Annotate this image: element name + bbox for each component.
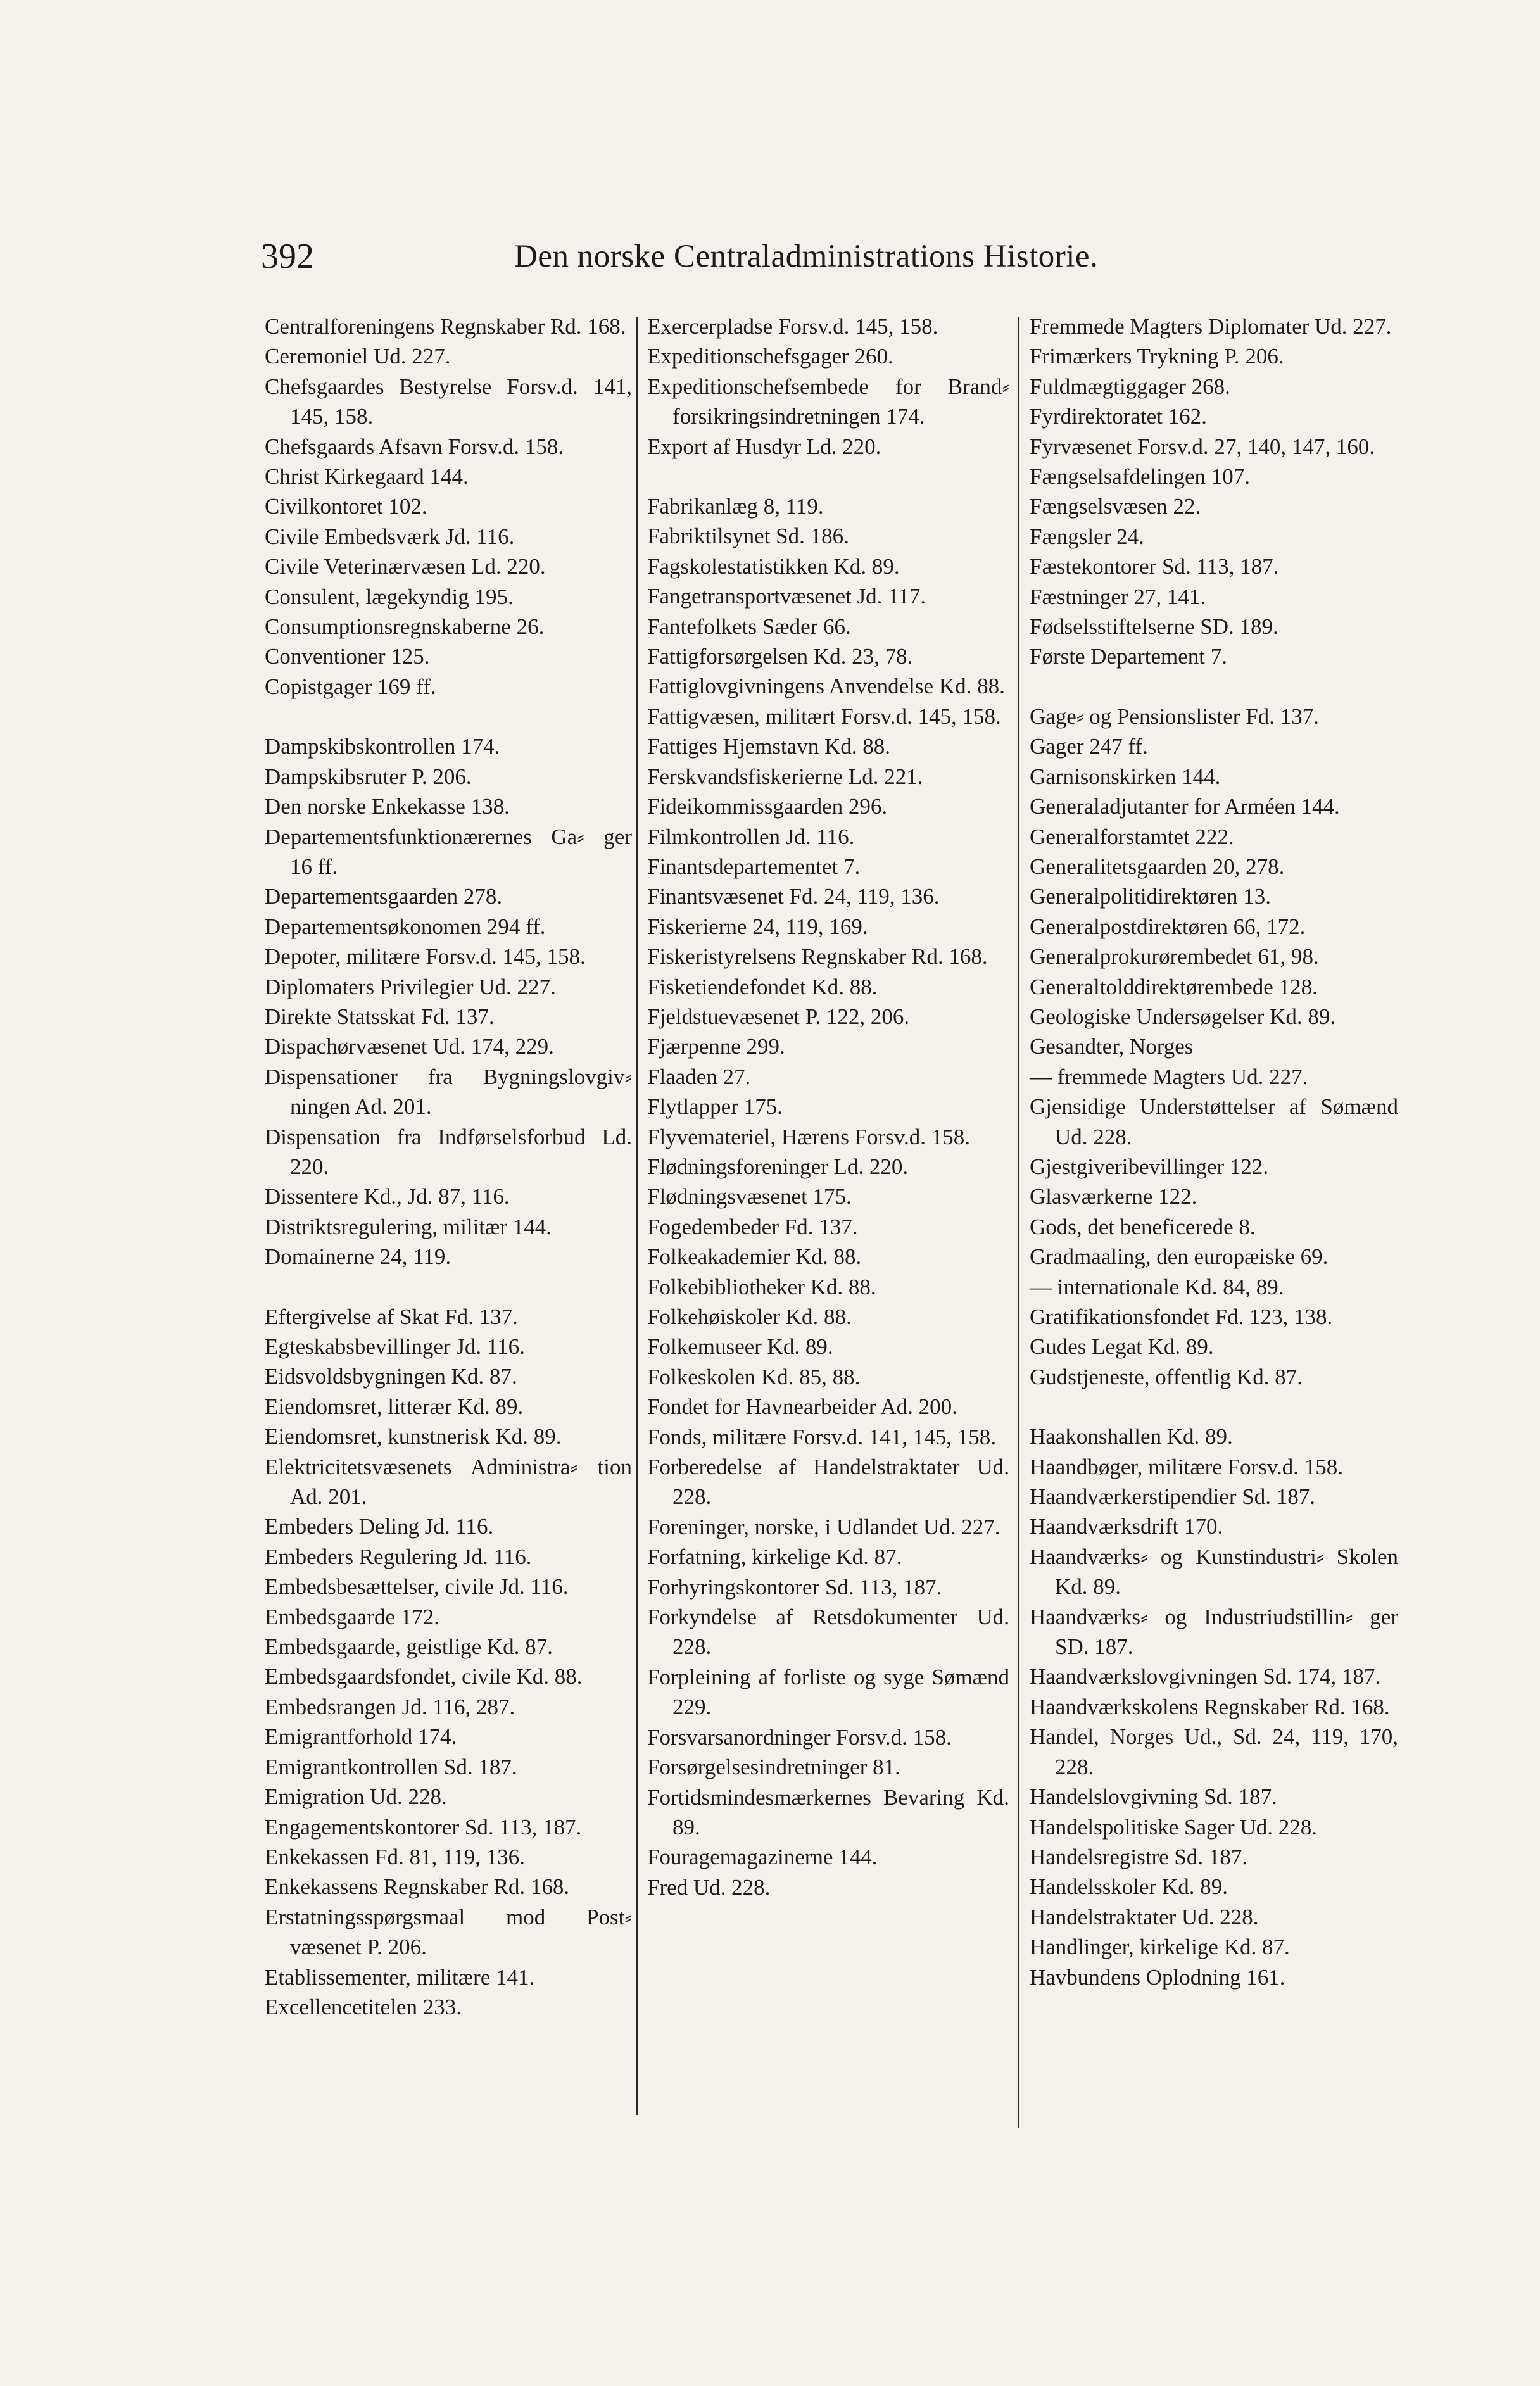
index-entry: Fattiges Hjemstavn Kd. 88. [647,734,890,759]
index-entry: Fiskerierne 24, 119, 169. [647,914,868,939]
index-entry: Conventioner 125. [265,644,430,669]
index-entry: Fæstninger 27, 141. [1030,584,1206,609]
index-entry: Fideikommissgaarden 296. [647,794,888,819]
index-entry: Flødningsvæsenet 175. [647,1184,852,1209]
index-entry: Embedsgaarde 172. [265,1604,440,1629]
index-column-3 [1030,312,1398,1992]
index-entry: Gager 247 ff. [1030,734,1148,759]
index-entry: Gage⸗ og Pensionslister Fd. 137. [1030,704,1319,729]
index-entry: Gradmaaling, den europæiske 69. [1030,1244,1329,1270]
index-entry: Fonds, militære Forsv.d. 141, 145, 158. [647,1424,996,1449]
index-entry: Eidsvoldsbygningen Kd. 87. [265,1364,517,1389]
index-entry: Direkte Statsskat Fd. 137. [265,1004,495,1029]
index-entry: Fagskolestatistikken Kd. 89. [647,553,900,579]
index-entry: Dispensation fra Indførselsforbud Ld. 220. [265,1124,632,1179]
index-entry: Eiendomsret, litterær Kd. 89. [265,1394,524,1419]
index-entry: Embedsbesættelser, civile Jd. 116. [265,1574,569,1600]
index-entry: Haandværkskolens Regnskaber Rd. 168. [1030,1694,1390,1719]
running-title: Den norske Centraladministrations Historie. [514,239,1099,274]
index-entry: Fæstekontorer Sd. 113, 187. [1030,554,1279,579]
index-entry: Fangetransportvæsenet Jd. 117. [647,584,926,609]
index-entry: Haandværksdrift 170. [1030,1514,1223,1539]
index-entry: Foreninger, norske, i Udlandet Ud. 227. [647,1514,1000,1539]
index-entry: Fængsler 24. [1030,524,1144,549]
index-entry: Fiskeristyrelsens Regnskaber Rd. 168. [647,944,988,969]
index-entry: Gratifikationsfondet Fd. 123, 138. [1030,1304,1333,1329]
index-entry: Generalpostdirektøren 66, 172. [1030,914,1306,939]
index-entry: Ferskvandsfiskerierne Ld. 221. [647,764,923,789]
index-entry: Haandbøger, militære Forsv.d. 158. [1030,1454,1344,1479]
index-entry: Handelspolitiske Sager Ud. 228. [1030,1814,1317,1840]
index-entry: Dampskibsruter P. 206. [265,764,472,789]
index-entry: Flaaden 27. [647,1064,751,1089]
index-column-2 [647,312,1009,1902]
index-entry: Generaltolddirektørembede 128. [1030,974,1318,999]
index-entry: Haakonshallen Kd. 89. [1030,1424,1233,1449]
index-entry: Expeditionschefsgager 260. [647,344,893,369]
index-entry: Engagementskontorer Sd. 113, 187. [265,1814,582,1840]
index-entry: Forberedelse af Handelstraktater Ud. 228. [647,1455,1009,1510]
index-entry: Forkyndelse af Retsdokumenter Ud. 228. [647,1605,1009,1660]
index-entry: Enkekassen Fd. 81, 119, 136. [265,1844,525,1869]
index-entry: Den norske Enkekasse 138. [265,794,510,819]
index-entry: Fødselsstiftelserne SD. 189. [1030,614,1278,640]
index-entry: Fouragemagazinerne 144. [647,1845,878,1870]
index-entry: Embedsgaardsfondet, civile Kd. 88. [265,1664,583,1689]
index-entry: Generalitetsgaarden 20, 278. [1030,854,1285,879]
index-entry: Haandværks⸗ og Industriudstillin⸗ ger SD. 187. [1030,1604,1398,1660]
index-entry: Fængselsafdelingen 107. [1030,464,1251,489]
index-entry: Generalforstamtet 222. [1030,824,1234,849]
index-entry: Generaladjutanter for Arméen 144. [1030,794,1340,819]
index-entry: Fuldmægtiggager 268. [1030,374,1230,399]
index-entry: Ceremoniel Ud. 227. [265,344,451,369]
index-entry: Fred Ud. 228. [647,1874,771,1900]
index-entry: Departementsgaarden 278. [265,884,503,909]
index-entry: Gesandter, Norges [1030,1034,1194,1059]
index-entry: Fisketiendefondet Kd. 88. [647,974,878,999]
index-entry: Finantsvæsenet Fd. 24, 119, 136. [647,884,940,909]
index-entry: Civilkontoret 102. [265,494,427,519]
index-entry: Folkebibliotheker Kd. 88. [647,1274,876,1299]
index-entry: Fogedembeder Fd. 137. [647,1214,858,1239]
index-entry: Handelstraktater Ud. 228. [1030,1904,1259,1929]
column-rule-2 [1018,317,1019,2128]
index-entry: Distriktsregulering, militær 144. [265,1214,552,1239]
index-entry: Første Departement 7. [1030,644,1227,669]
index-entry: Expeditionschefsembede for Brand⸗ forsikringsindretningen 174. [647,374,1009,429]
index-entry: Copistgager 169 ff. [265,674,436,699]
index-entry: Fjærpenne 299. [647,1034,785,1059]
index-entry: Eiendomsret, kunstnerisk Kd. 89. [265,1424,562,1449]
index-entry: Folkeskolen Kd. 85, 88. [647,1364,861,1389]
column-rule-1 [636,317,638,2115]
index-entry: — internationale Kd. 84, 89. [1030,1274,1284,1299]
index-entry: Eftergivelse af Skat Fd. 137. [265,1304,518,1329]
index-entry: Emigrantforhold 174. [265,1724,457,1750]
index-entry: Dispachørvæsenet Ud. 174, 229. [265,1034,554,1059]
index-entry: Fyrvæsenet Forsv.d. 27, 140, 147, 160. [1030,434,1375,459]
index-entry: Haandværkerstipendier Sd. 187. [1030,1484,1316,1510]
index-entry: — fremmede Magters Ud. 227. [1030,1064,1308,1089]
index-entry: Fremmede Magters Diplomater Ud. 227. [1030,314,1392,339]
index-entry: Forfatning, kirkelige Kd. 87. [647,1544,902,1570]
index-entry: Consumptionsregnskaberne 26. [265,614,545,640]
index-entry: Haandværkslovgivningen Sd. 174, 187. [1030,1664,1381,1689]
index-entry: Geologiske Undersøgelser Kd. 89. [1030,1004,1336,1029]
index-entry: Fjeldstuevæsenet P. 122, 206. [647,1004,910,1029]
index-entry: Flyvemateriel, Hærens Forsv.d. 158. [647,1124,971,1149]
index-entry: Enkekassens Regnskaber Rd. 168. [265,1874,570,1900]
index-entry: Gods, det beneficerede 8. [1030,1214,1256,1239]
index-entry: Fabrikanlæg 8, 119. [647,494,824,519]
index-entry: Departementsfunktionærernes Ga⸗ ger 16 ff. [265,824,632,879]
index-entry: Havbundens Oplodning 161. [1030,1964,1285,1990]
index-entry: Embedsgaarde, geistlige Kd. 87. [265,1634,553,1660]
index-entry: Egteskabsbevillinger Jd. 116. [265,1334,525,1359]
index-entry: Fabriktilsynet Sd. 186. [647,524,849,549]
index-entry: Folkehøiskoler Kd. 88. [647,1304,852,1329]
index-entry: Christ Kirkegaard 144. [265,464,469,489]
index-entry: Embeders Regulering Jd. 116. [265,1544,532,1569]
index-entry: Dissentere Kd., Jd. 87, 116. [265,1184,510,1209]
index-entry: Export af Husdyr Ld. 220. [647,434,881,459]
index-entry: Haandværks⸗ og Kunstindustri⸗ Skolen Kd. 89. [1030,1544,1398,1600]
index-entry: Gudes Legat Kd. 89. [1030,1334,1214,1360]
index-entry: Civile Embedsværk Jd. 116. [265,524,515,549]
index-entry: Frimærkers Trykning P. 206. [1030,344,1284,369]
index-entry: Etablissementer, militære 141. [265,1964,535,1990]
index-entry: Garnisonskirken 144. [1030,764,1221,789]
index-entry: Elektricitetsvæsenets Administra⸗ tion Ad. 201. [265,1454,632,1510]
index-entry: Consulent, lægekyndig 195. [265,584,514,609]
index-column-1 [265,312,632,2022]
index-entry: Depoter, militære Forsv.d. 145, 158. [265,944,586,969]
index-entry: Fattiglovgivningens Anvendelse Kd. 88. [647,674,1005,699]
index-entry: Emigrantkontrollen Sd. 187. [265,1754,517,1779]
index-entry: Exercerpladse Forsv.d. 145, 158. [647,314,938,339]
index-entry: Generalpolitidirektøren 13. [1030,884,1271,909]
index-entry: Fattigforsørgelsen Kd. 23, 78. [647,644,913,669]
index-entry: Emigration Ud. 228. [265,1784,447,1810]
index-entry: Fængselsvæsen 22. [1030,494,1201,519]
page-number: 392 [261,237,314,276]
index-entry: Dampskibskontrollen 174. [265,734,500,759]
index-entry: Generalprokurørembedet 61, 98. [1030,944,1319,969]
index-entry: Excellencetitelen 233. [265,1994,462,2019]
index-entry: Fortidsmindesmærkernes Bevaring Kd. 89. [647,1784,1009,1840]
index-entry: Fondet for Havnearbeider Ad. 200. [647,1394,957,1420]
index-entry: Chefsgaardes Bestyrelse Forsv.d. 141, 145, 158. [265,374,632,429]
index-entry: Erstatningsspørgsmaal mod Post⸗ væsenet P. 206. [265,1904,632,1960]
index-entry: Handelslovgivning Sd. 187. [1030,1784,1277,1810]
index-entry: Handlinger, kirkelige Kd. 87. [1030,1935,1290,1960]
index-entry: Diplomaters Privilegier Ud. 227. [265,974,556,999]
index-entry: Embeders Deling Jd. 116. [265,1514,494,1539]
index-entry: Flødningsforeninger Ld. 220. [647,1154,909,1179]
index-entry: Embedsrangen Jd. 116, 287. [265,1694,515,1719]
index-entry: Departementsøkonomen 294 ff. [265,914,546,939]
index-entry: Forhyringskontorer Sd. 113, 187. [647,1574,942,1600]
index-entry: Finantsdepartementet 7. [647,854,861,879]
index-entry: Forsørgelsesindretninger 81. [647,1755,900,1780]
index-entry: Fantefolkets Sæder 66. [647,614,851,639]
index-entry: Gudstjeneste, offentlig Kd. 87. [1030,1364,1303,1389]
index-entry: Chefsgaards Afsavn Forsv.d. 158. [265,434,564,459]
index-entry: Gjestgiveribevillinger 122. [1030,1154,1269,1179]
index-entry: Fattigvæsen, militært Forsv.d. 145, 158. [647,704,1001,729]
index-entry: Gjensidige Understøttelser af Sømænd Ud. 228. [1030,1094,1398,1149]
index-entry: Filmkontrollen Jd. 116. [647,824,855,849]
index-entry: Folkemuseer Kd. 89. [647,1334,833,1360]
index-entry: Glasværkerne 122. [1030,1184,1197,1209]
index-entry: Civile Veterinærvæsen Ld. 220. [265,554,546,579]
index-entry: Handelsregistre Sd. 187. [1030,1844,1248,1869]
index-entry: Domainerne 24, 119. [265,1244,451,1270]
index-entry: Forsvarsanordninger Forsv.d. 158. [647,1724,952,1750]
index-entry: Fyrdirektoratet 162. [1030,404,1207,429]
index-entry: Folkeakademier Kd. 88. [647,1244,862,1270]
index-entry: Forpleining af forliste og syge Sømænd 229. [647,1664,1009,1720]
index-entry: Handel, Norges Ud., Sd. 24, 119, 170, 228. [1030,1724,1398,1779]
index-entry: Centralforeningens Regnskaber Rd. 168. [265,314,626,339]
index-entry: Dispensationer fra Bygningslovgiv⸗ ningen Ad. 201. [265,1064,632,1120]
index-entry: Handelsskoler Kd. 89. [1030,1874,1228,1900]
index-entry: Flytlapper 175. [647,1094,783,1120]
